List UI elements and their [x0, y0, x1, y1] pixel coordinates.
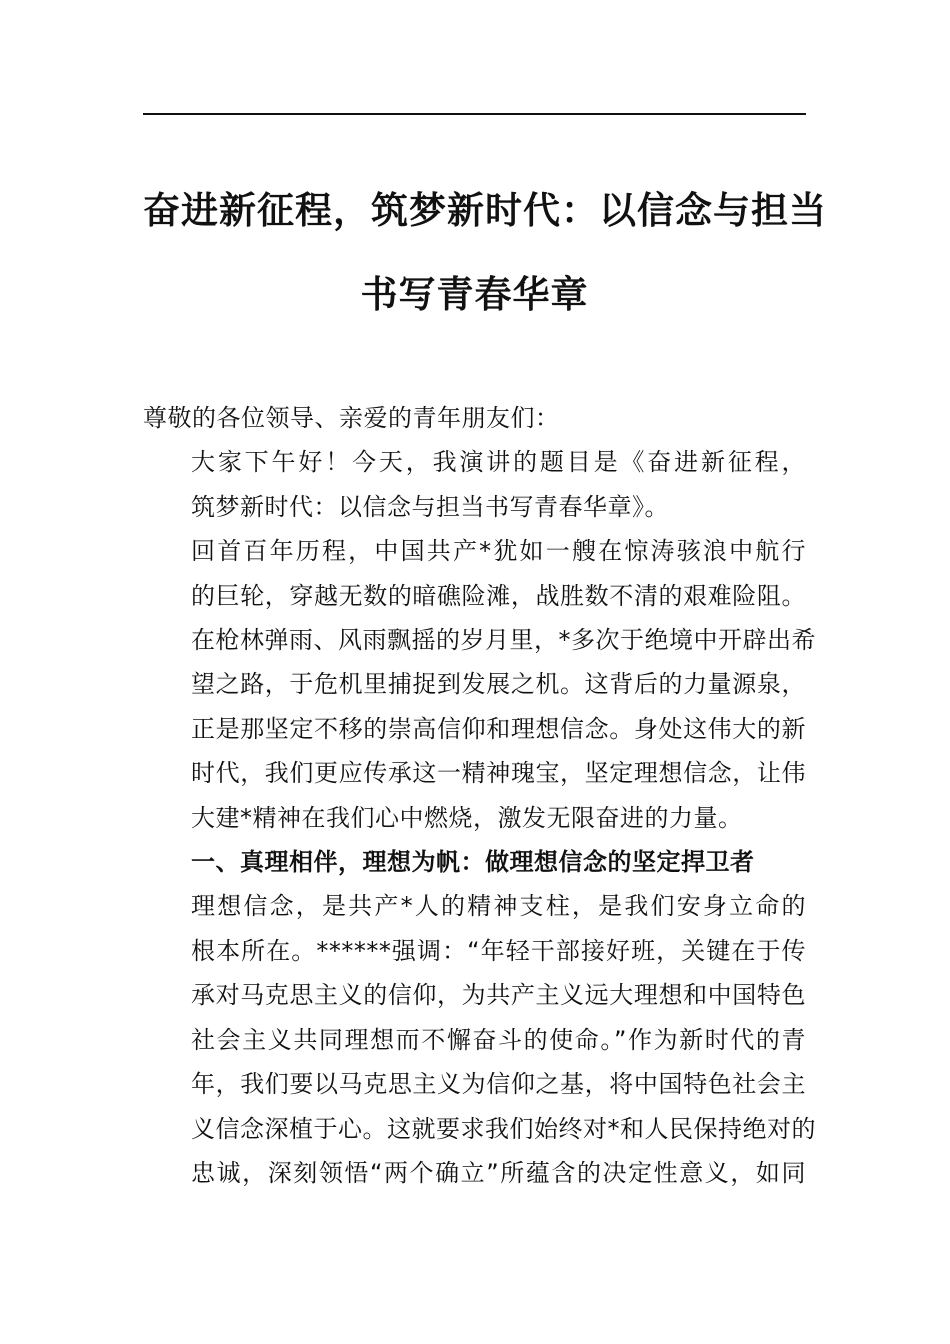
text-line: 大建*精神在我们心中燃烧，激发无限奋进的力量。	[191, 803, 743, 832]
document-title	[143, 168, 827, 336]
text-line: 根本所在。******强调：“年轻干部接好班，关键在于传	[191, 936, 806, 965]
text-line: 的巨轮，穿越无数的暗礁险滩，战胜数不清的艰难险阻。	[191, 581, 806, 610]
text-line: 年，我们要以马克思主义为信仰之基，将中国特色社会主	[191, 1070, 806, 1099]
section-paragraph	[143, 884, 816, 1195]
header-rule	[143, 113, 806, 115]
text-line: 承对马克思主义的信仰，为共产主义远大理想和中国特色	[191, 981, 806, 1010]
text-line: 大家下午好！今天，我演讲的题目是《奋进新征程，	[191, 448, 806, 477]
text-line: 时代，我们更应传承这一精神瑰宝，坚定理想信念，让伟	[191, 759, 806, 788]
document-body	[143, 396, 816, 1195]
history-paragraph	[143, 529, 816, 840]
text-line: 忠诚，深刻领悟“两个确立”所蕴含的决定性意义，如同	[191, 1158, 806, 1187]
text-line: 正是那坚定不移的崇高信仰和理想信念。身处这伟大的新	[191, 714, 806, 743]
section-heading: 一、真理相伴，理想为帆：做理想信念的坚定捍卫者	[191, 848, 755, 877]
text-line: 望之路，于危机里捕捉到发展之机。这背后的力量源泉，	[191, 670, 806, 699]
title-line: 书写青春华章	[360, 272, 589, 316]
salutation: 尊敬的各位领导、亲爱的青年朋友们：	[143, 404, 560, 432]
text-line: 理想信念，是共产*人的精神支柱，是我们安身立命的	[191, 892, 806, 921]
text-line: 筑梦新时代：以信念与担当书写青春华章》。	[191, 492, 669, 521]
text-line: 义信念深植于心。这就要求我们始终对*和人民保持绝对的	[191, 1114, 816, 1143]
title-line: 奋进新征程，筑梦新时代：以信念与担当	[143, 188, 827, 232]
text-line: 社会主义共同理想而不懈奋斗的使命。”作为新时代的青	[191, 1025, 806, 1054]
text-line: 在枪林弹雨、风雨飘摇的岁月里，*多次于绝境中开辟出希	[191, 626, 816, 655]
greeting-paragraph	[143, 440, 806, 529]
text-line: 回首百年历程，中国共产*犹如一艘在惊涛骇浪中航行	[191, 537, 806, 566]
